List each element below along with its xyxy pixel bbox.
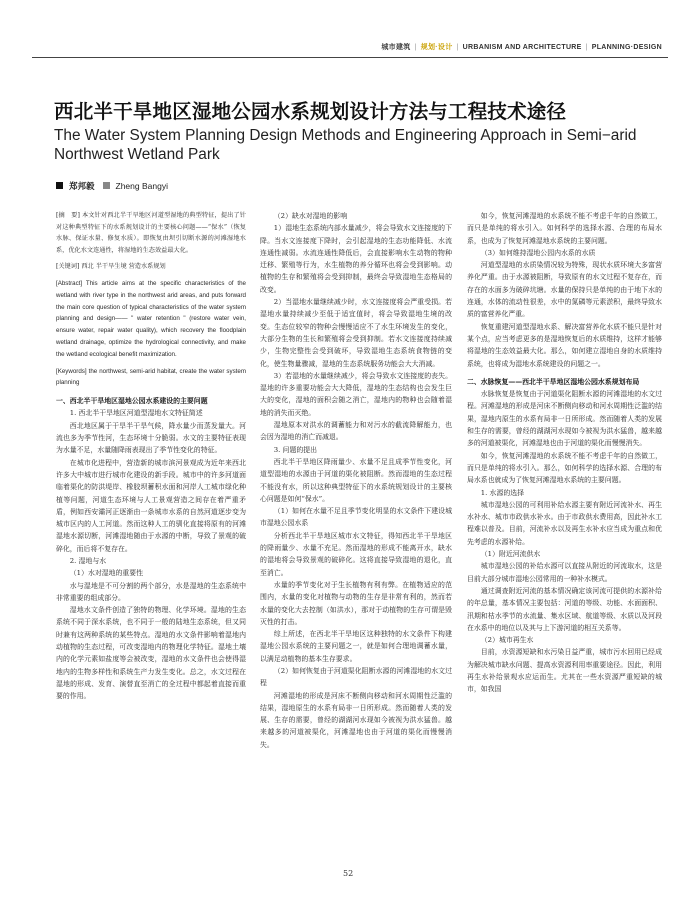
author-line	[56, 180, 168, 192]
paragraph: 在城市化进程中，营造新的城市滨河景观成为近年来西北许多大中城市进行城市化建设的新手段。城市中的许多河道面临着渠化的防洪堤岸、橡胶坝蓄积水面和河岸人工城市绿化种植等问题，河道生态环境与人工景观营造之间存在着严重矛盾，例如西安灞河正逐渐由一条城市水系的自然河道逐步变为城市区内的人工河道。然而这种人工的驯化直接将原有的河滩湿地水源切断，河滩湿地随由于水源的中断，导致了景观的破碎化，而后将不复存在。	[56, 458, 246, 553]
paragraph: （3）如何维持湿地公园内水系的水质	[480, 248, 596, 257]
running-header	[381, 42, 662, 52]
paragraph: 西北半干旱地区降雨量少、水量不足且成季节性变化，河道型湿地的水源由于河道的渠化被阻断。然而湿地的生态过程不能没有水，所以这种典型特征下的水系统规划设计的主要核心问题是如何“保水”。	[260, 457, 452, 503]
keywords-chinese: [关键词] 西北 半干旱生境 营造水系规划	[56, 263, 166, 271]
paragraph: 1）湿地生态系统内部水量减少，将会导致水文连接度的下降。当水文连接度下降时，会引起湿地的生态功能降低、水流连通性减弱。水流连通性降低后，会直接影响水生动物的物种迁移、繁殖等行为，水生植物的养分循环也将会受到影响。动植物的生存和繁殖将会受到抑制，最终会导致湿地生态格局的改变。	[260, 224, 452, 294]
paragraph: 湿地水文条件创造了独特的物理、化学环境。湿地的生态系统不同于深水系统，也不同于一般的陆地生态系统，但又同时兼有这两种系统的某些特点。湿地的水文条件影响着湿地内动植物的生态过程，可改变湿地内的物理化学特征。湿地土壤内的化学元素如盐度等会被改变，湿地的水文条件也会使得湿地内的生物多样性和系统生产力发生变化。总之，水文过程在湿地的形成、发育、演替直至消亡的全过程中都起着直接而重要的作用。	[56, 606, 246, 701]
paragraph: （1）附近河流供水	[480, 550, 541, 559]
header-section-en: URBANISM AND ARCHITECTURE	[462, 44, 582, 51]
paragraph: 综上所述，在西北半干旱地区这种独特的水文条件下构建湿地公园水系统的主要问题之一，就是如何合理地调蓄水量，以满足动植物的基本生存要求。	[260, 630, 452, 663]
paragraph: 1. 水源的选择	[480, 488, 525, 497]
paragraph: 如今，恢复河滩湿地的水系统不能不考虑千年的自然做工，而只是单纯的将水引入。那么，如何科学的选择水源、合理的布局水系也就成为了恢复河滩湿地水系统的主要问题。	[467, 451, 662, 485]
section-heading: 一、西北半干旱地区湿地公园水系建设的主要问题	[56, 397, 208, 406]
abstract-english: [Abstract] This article aims at the specific characteristics of the wetland with river type in the northwest arid areas, and puts forward the main core question of typical characteristics of the water system planning and design—— " water retention " (restore water vein, ensure water, repair water quality), which recovery the floodplain wetland drainage, optimize the hydrological connectivity, and make the wetland ecological benefit maximization.	[56, 279, 246, 358]
paragraph: （1）如何在水量不足且季节变化明显的水文条件下建设城市湿地公园水系	[260, 507, 452, 528]
paragraph: 2. 湿地与水	[69, 557, 107, 565]
paragraph: 水与湿地是不可分割的两个部分，水是湿地的生态系统中非常重要的组成部分。	[56, 581, 246, 602]
title-chinese: 西北半干旱地区湿地公园水系规划设计方法与工程技术途径	[54, 100, 567, 123]
square-bullet-icon	[56, 182, 63, 189]
author-chinese: 郑邦毅	[69, 182, 95, 192]
paragraph: 3）若湿地的水量继续减少，将会导致水文连接度的丧失。湿地的许多重要功能会大大降低，湿地的生态结构也会发生巨大的变化，湿地的面积会随之消亡，湿地内的物种也会随着湿地的消失而灭绝。	[260, 371, 452, 417]
section-heading: 二、水脉恢复——西北半干旱地区湿地公园水系规划布局	[467, 377, 640, 386]
title-english: The Water System Planning Design Methods and Engineering Approach in Semi−arid Northwest Wetland Park	[54, 127, 637, 163]
paragraph: （1）水对湿地的重要性	[69, 569, 144, 578]
paragraph: 2）当湿地水量继续减少时，水文连接度将会严重受损。若湿地水量持续减少至低于适宜值时，将会导致湿地生境的改变。生态位较窄的物种会慢慢适应不了水生环境发生的变化，大部分生物的生长和繁殖将会受到抑制。若水文连接度持续减少，生物完整性会受到破坏，导致湿地生态系统食物链的变化，使生物量骤减，湿地的生态系统服务功能会大大消减。	[260, 298, 452, 368]
paragraph: （2）城市再生水	[480, 636, 534, 645]
keywords-english: [Keywords] the northwest, semi-arid habitat, create the water system planning	[56, 367, 246, 387]
paragraph: 水量的季节变化对于生长植物有利有弊。在植物适应的范围内，水量的变化对植物与动物的生存是非常有利的，然而若水量的变化大去控制（如洪水），那对于动植物的生存可谓是毁灭性的打击。	[260, 580, 452, 626]
paragraph: （2）如何恢复由于河道渠化阻断水源的河滩湿地的水文过程	[260, 666, 452, 688]
paragraph: 湿地原本对洪水的调蓄能力和对污水的截流降解能力，也会因为湿地的消亡而减退。	[260, 421, 452, 442]
paragraph: 1. 西北半干旱地区河道型湿地水文特征简述	[69, 409, 203, 418]
paragraph: 通过调查附近河流的基本情况确定该河流可提供的水源补给的年总量，基本情况主要包括：河道的等级、功能、水面面积、汛期和枯水季节的水流量、集水区域、航道等级、水质以及河段在水系中的地位以及其与上下游河道的相互关系等。	[467, 586, 662, 632]
column-middle	[260, 210, 452, 751]
header-separator: |	[414, 44, 417, 51]
column-right	[467, 210, 662, 696]
header-rule	[32, 57, 668, 58]
paragraph: 城市湿地公园的补给水源可以直接从附近的河流取水，这是目前大部分城市湿地公园常用的一种补水模式。	[467, 562, 662, 583]
paragraph: 西北地区属于干旱半干旱气候，降水量少而蒸发量大。河流也多为季节性河，生态环境十分脆弱。水文的主要特征表现为水量不足，水量随降雨表现出了季节性变化的特征。	[56, 421, 246, 455]
column-left	[56, 210, 246, 703]
abstract-chinese: [摘 要] 本文针对西北半干旱地区河道型湿地的典型特征，提出了针对这种典型特征下的水系规划设计的主要核心问题——“保水”（恢复水脉、保证水量、修复水质）。即恢复由坝引切断水源的河滩湿地水系，优化水文连通性，将湿地的生态效益最大化。	[56, 212, 246, 254]
square-bullet-icon	[103, 182, 110, 189]
paragraph: 3. 问题的提出	[273, 445, 318, 454]
paragraph: 河道型湿地的水质染情况较为特殊，现状水质环境大多富营养化严重。由于水源被阻断，导致原有的水文过程不复存在，而存在的水面多为破碎坑塘。水量的保持只是单纯的由于地下水的连通，水体的流动性很差，水中的氮磷等元素淤积，最终导致水质的富营养化严重。	[467, 261, 662, 319]
paragraph: 目前，水资源短缺和水污染日益严重，城市污水回用已经成为解决城市缺水问题、提高水资源利用率重要途径。因此，利用再生水补给景观水应运而生。尤其在一些水资源严重短缺的城市，如我国	[467, 648, 662, 694]
paragraph: 水脉恢复是恢复由于河道渠化阻断水源的河滩湿地的水文过程。河滩湿地的形成是河床不断侧向移动和河水周期性泛滥的结果，湿地内原生的水系有局非一日所形成。然而随着人类的发展和生存的需要，曾经的湖湖河水现如今被视为洪水猛兽，越来越多的河道被渠化，河滩湿地也由于河道的渠化而慢慢消失。	[467, 390, 662, 448]
page-number: 52	[343, 869, 354, 878]
paragraph: 恢复重建河道型湿地水系、解决富营养化水质不能只是针对某个点，应当考虑更多的是湿地恢复后的水质维持，这样才能够将湿地的生态效益最大化。那么，如何建立湿地自身的水质维持系统，也将成为湿地水系统建设的问题之一。	[467, 322, 662, 368]
header-section: 城市建筑	[381, 44, 411, 51]
paragraph: 城市湿地公园的可利用补给水源主要有附近河流补水、再生水补水、城市市政供水补水。由于市政供水费用高，因此补水工程难以普及。目前，河流补水以及再生水补水应当成为重点和优先考虑的水源补给。	[467, 500, 662, 546]
header-separator: |	[456, 44, 459, 51]
paragraph: 分析西北半干旱地区城市水文特征，得知西北半干旱地区的降雨量少、水量不充足。然而湿地的形成不能离开水，缺水的湿地将会导致景观的破碎化。这将直接导致湿地的退化，直至消亡。	[260, 531, 452, 577]
paragraph: 河滩湿地的形成是河床不断侧向移动和河水周期性泛滥的结果，湿地原生的水系有局非一日所形成。然而随着人类的发展、生存的需要，曾经的湖湖河水现如今被视为洪水猛兽。越来越多的河道被渠化，河滩湿地也由于河道的渠化而慢慢消失。	[260, 691, 452, 749]
header-category: 规划·设计	[420, 44, 453, 51]
author-english: Zheng Bangyi	[115, 181, 168, 191]
header-category-en: PLANNING·DESIGN	[591, 44, 662, 51]
header-separator: |	[585, 44, 588, 51]
paragraph: （2）缺水对湿地的影响	[273, 212, 348, 220]
paragraph: 如今，恢复河滩湿地的水系统不能不考虑千年的自然做工，而只是单纯的将水引入。如何科学的选择水源、合理的布局水系，也成为了恢复河滩湿地水系统的主要问题。	[467, 212, 662, 245]
